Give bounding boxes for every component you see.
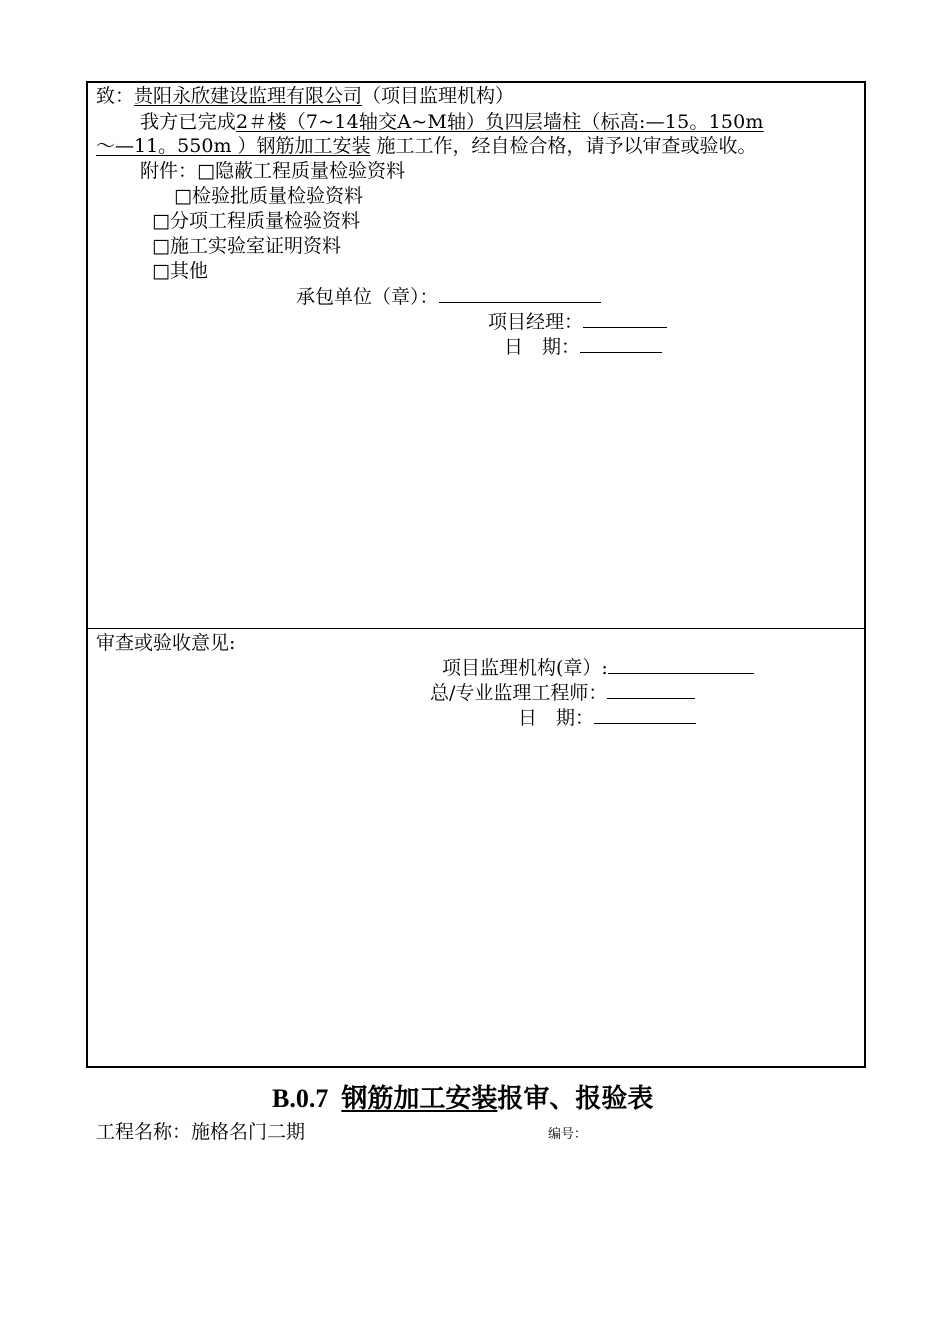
project-name: 工程名称：施格名门二期: [96, 1121, 306, 1143]
review-heading: 审查或验收意见:: [96, 632, 236, 654]
contractor-date-row: [504, 334, 662, 360]
supervising-engineer-row: [430, 680, 695, 706]
attachment-item: □隐蔽工程质量检验资料: [197, 160, 405, 182]
contractor-unit-blank: [439, 284, 601, 303]
statement-tail: 施工工作，经自检合格，请予以审查或验收。: [370, 135, 757, 157]
form-title-subject: 钢筋加工安装: [341, 1084, 498, 1113]
form-title: [272, 1078, 653, 1115]
supervising-engineer-blank: [607, 680, 695, 699]
supervision-org-row: [442, 655, 754, 681]
attachment-line-1: [140, 159, 405, 184]
attachment-item: □施工实验室证明资料: [152, 235, 341, 257]
recipient-name: 贵阳永欣建设监理有限公司: [134, 85, 363, 107]
work-description-part1: 2＃楼（7~14轴交A~M轴）负四层墙柱（标高:—15。150m: [236, 111, 764, 133]
attachment-item: □其他: [152, 260, 208, 282]
form-code: B.0.7: [272, 1084, 329, 1113]
form-number-label: 编号：: [548, 1127, 588, 1142]
contractor-unit-row: [296, 284, 601, 310]
form-title-rest: 报审、报验表: [497, 1084, 654, 1113]
review-date-blank: [594, 705, 696, 724]
contractor-unit-label: 承包单位（章）：: [296, 286, 439, 308]
attachments-label: 附件：: [140, 160, 198, 182]
project-manager-blank: [583, 309, 667, 328]
attachment-item: □检验批质量检验资料: [174, 185, 363, 207]
work-description-part2: ～—11。550m ）钢筋加工安装: [96, 135, 371, 157]
recipient-suffix: （项目监理机构）: [362, 85, 515, 107]
recipient-prefix: 致：: [96, 85, 135, 107]
contractor-date-blank: [580, 334, 662, 353]
review-date-row: [518, 705, 696, 731]
statement-line-2: [96, 134, 757, 159]
project-manager-label: 项目经理：: [488, 311, 584, 333]
statement-lead: 我方已完成: [140, 111, 237, 133]
contractor-date-label: 日 期：: [504, 336, 581, 358]
statement-line-1: [140, 110, 764, 135]
project-manager-row: [488, 309, 667, 335]
section-divider: [86, 628, 866, 629]
review-date-label: 日 期：: [518, 707, 595, 729]
supervision-org-label: 项目监理机构(章）:: [442, 657, 608, 679]
attachment-item: □分项工程质量检验资料: [152, 210, 360, 232]
recipient-line: [96, 84, 514, 109]
supervision-org-blank: [608, 655, 754, 674]
supervising-engineer-label: 总/专业监理工程师：: [430, 682, 608, 704]
